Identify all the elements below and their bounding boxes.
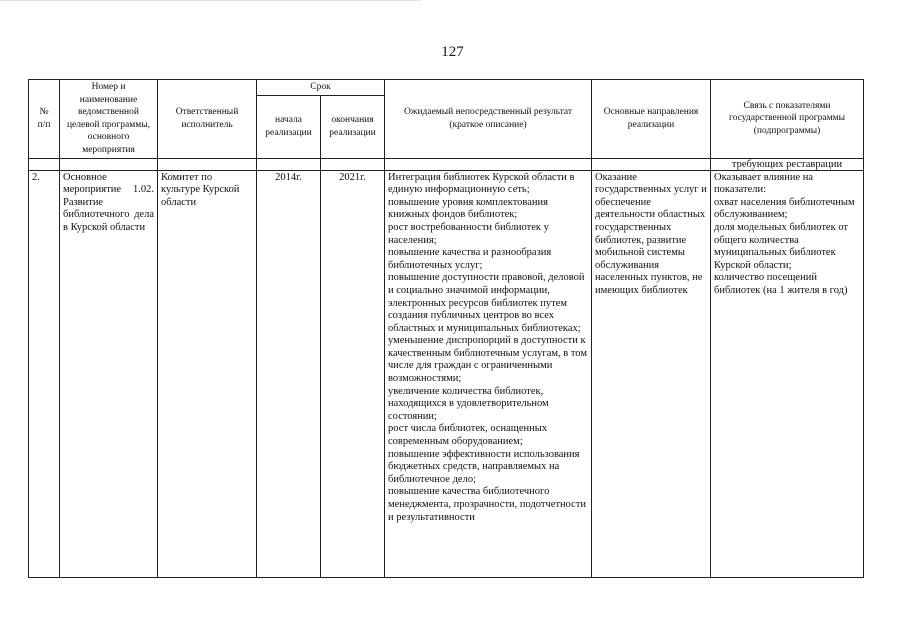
carry-empty-cell (60, 158, 158, 170)
row-directions: Оказание государственных услуг и обеспечение деятельности областных государственных библиотек, развитие мобильной системы обслуживания населенных пунктов, не имеющих библиотек (592, 170, 711, 577)
carry-empty-cell (385, 158, 592, 170)
row-end: 2021г. (321, 170, 385, 577)
program-table (28, 79, 864, 578)
table-row (29, 170, 864, 577)
carry-empty-cell (158, 158, 257, 170)
carry-over-row (29, 158, 864, 170)
row-executor: Комитет по культуре Курской области (158, 170, 257, 577)
page-number: 127 (441, 44, 464, 60)
header-srok: Срок (257, 80, 385, 96)
header-end: окончания реализации (321, 95, 385, 158)
carry-empty-cell (29, 158, 60, 170)
header-directions: Основные направления реализации (592, 80, 711, 159)
carry-empty-cell (257, 158, 321, 170)
header-num: № п/п (29, 80, 60, 159)
header-indicators: Связь с показателями государственной программы (подпрограммы) (711, 80, 864, 159)
row-num: 2. (29, 170, 60, 577)
scan-artifact-line (0, 0, 420, 4)
row-result: Интеграция библиотек Курской области в единую информационную сеть; повышение уровня комплектования книжных фондов библиотек; рост востребованности библиотек у населения; повышение качества и разнообразия библиотечных услуг; повышение доступности правовой, деловой и социально значимой информации, электронных ресурсов библиотек путем создания публичных центров во всех областных и муниципальных библиотеках; уменьшение диспропорций в доступности к качественным библиотечным услугам, в том числе для граждан с ограниченными возможностями; увеличение количества библиотек, находящихся в удовлетворительном состоянии; рост числа библиотек, оснащенных современным оборудованием; повышение эффективности использования бюджетных средств, направляемых на библиотечное дело; повышение качества библиотечного менеджмента, прозрачности, подотчетности и результативности (385, 170, 592, 577)
carry-empty-cell (321, 158, 385, 170)
header-executor: Ответственный исполнитель (158, 80, 257, 159)
row-indicators: Оказывает влияние на показатели: охват населения библиотечным обслуживанием; доля модельных библиотек от общего количества муниципальных библиотек Курской области; количество посещений библиотек (на 1 жителя в год) (711, 170, 864, 577)
carry-empty-cell (592, 158, 711, 170)
header-start: начала реализации (257, 95, 321, 158)
header-row (29, 80, 864, 96)
carry-over-text: требующих реставрации (711, 158, 864, 170)
row-start: 2014г. (257, 170, 321, 577)
row-program: Основное мероприятие 1.02. Развитие библиотечного дела в Курской области (60, 170, 158, 577)
header-result: Ожидаемый непосредственный результат (краткое описание) (385, 80, 592, 159)
header-program: Номер и наименование ведомственной целевой программы, основного мероприятия (60, 80, 158, 159)
